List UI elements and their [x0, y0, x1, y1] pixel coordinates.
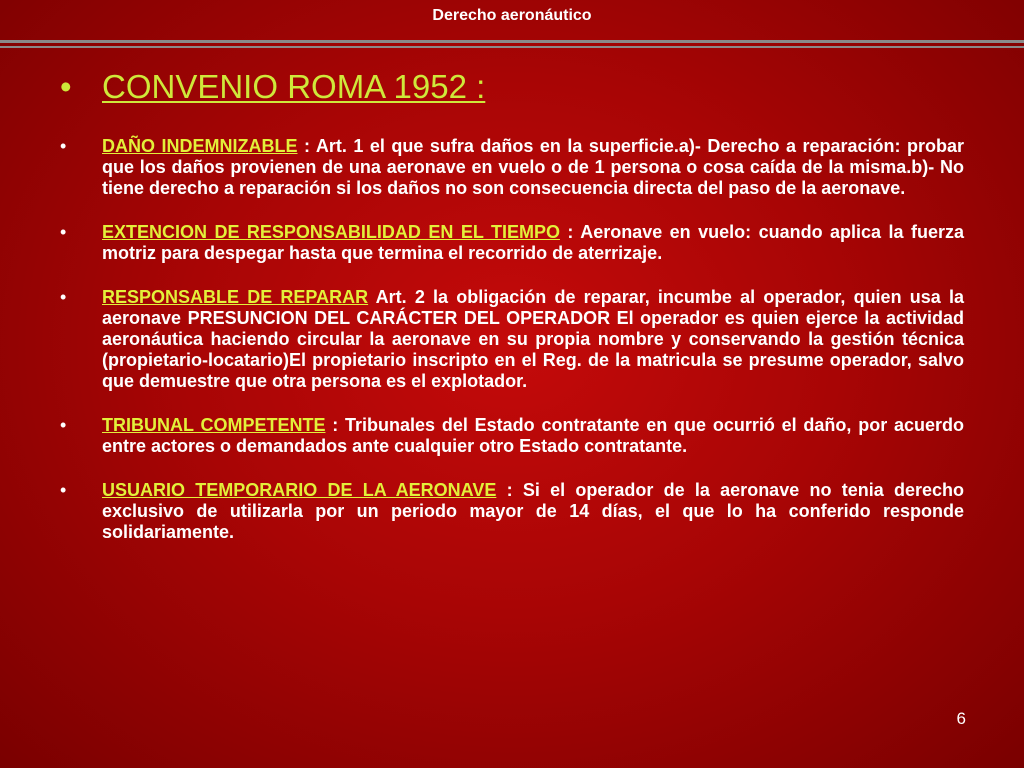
bullet-list [60, 136, 964, 566]
header-divider-bottom [0, 46, 1024, 48]
item-text: : Tribunales del Estado contratante en que ocurrió el daño, por acuerdo entre actores o demandados ante cualquier otro Estado contratante. [102, 415, 965, 456]
bullet: • [60, 415, 67, 435]
header-divider-top [0, 40, 1024, 43]
item-term: DAÑO INDEMNIZABLE [102, 136, 298, 156]
bullet: • [60, 480, 67, 500]
list-item [60, 136, 964, 199]
item-text: Art. 2 la obligación de reparar, incumbe al operador, quien usa la aeronave PRESUNCION DEL CARÁCTER DEL OPERADOR El operador es quien ejerce la actividad aeronáutica haciendo circular la aeronave en su propia nombre y conservando la gestión técnica (propietario-locatario)El propietario inscripto en el Reg. de la matricula se presume operador, salvo que demuestre que otra persona es el explotador. [102, 287, 964, 391]
item-term: USUARIO TEMPORARIO DE LA AERONAVE [102, 480, 497, 500]
item-term: RESPONSABLE DE REPARAR [102, 287, 369, 307]
item-text: : Si el operador de la aeronave no tenia derecho exclusivo de utilizarla por un periodo mayor de 14 días, el que lo ha conferido responde solidariamente. [102, 480, 964, 542]
bullet: • [60, 222, 67, 242]
list-item [60, 480, 964, 543]
item-term: TRIBUNAL COMPETENTE [102, 415, 326, 435]
list-item [60, 287, 964, 392]
item-term: EXTENCION DE RESPONSABILIDAD EN EL TIEMPO [102, 222, 560, 242]
heading-text: CONVENIO ROMA 1952 : [102, 68, 486, 105]
bullet: • [60, 136, 67, 156]
bullet: • [60, 68, 72, 105]
page-number: 6 [956, 709, 966, 728]
list-item [60, 222, 964, 264]
item-text: : Art. 1 el que sufra daños en la superficie.a)- Derecho a reparación: probar que los daños provienen de una aeronave en vuelo o de 1 persona o cosa caída de la misma.b)- No tiene derecho a reparación si los daños no son consecuencia directa del paso de la aeronave. [102, 136, 964, 198]
slide-heading [60, 68, 485, 106]
bullet: • [60, 287, 67, 307]
header-title: Derecho aeronáutico [432, 7, 592, 24]
item-text: : Aeronave en vuelo: cuando aplica la fuerza motriz para despegar hasta que termina el recorrido de aterrizaje. [102, 222, 964, 263]
list-item [60, 415, 964, 457]
